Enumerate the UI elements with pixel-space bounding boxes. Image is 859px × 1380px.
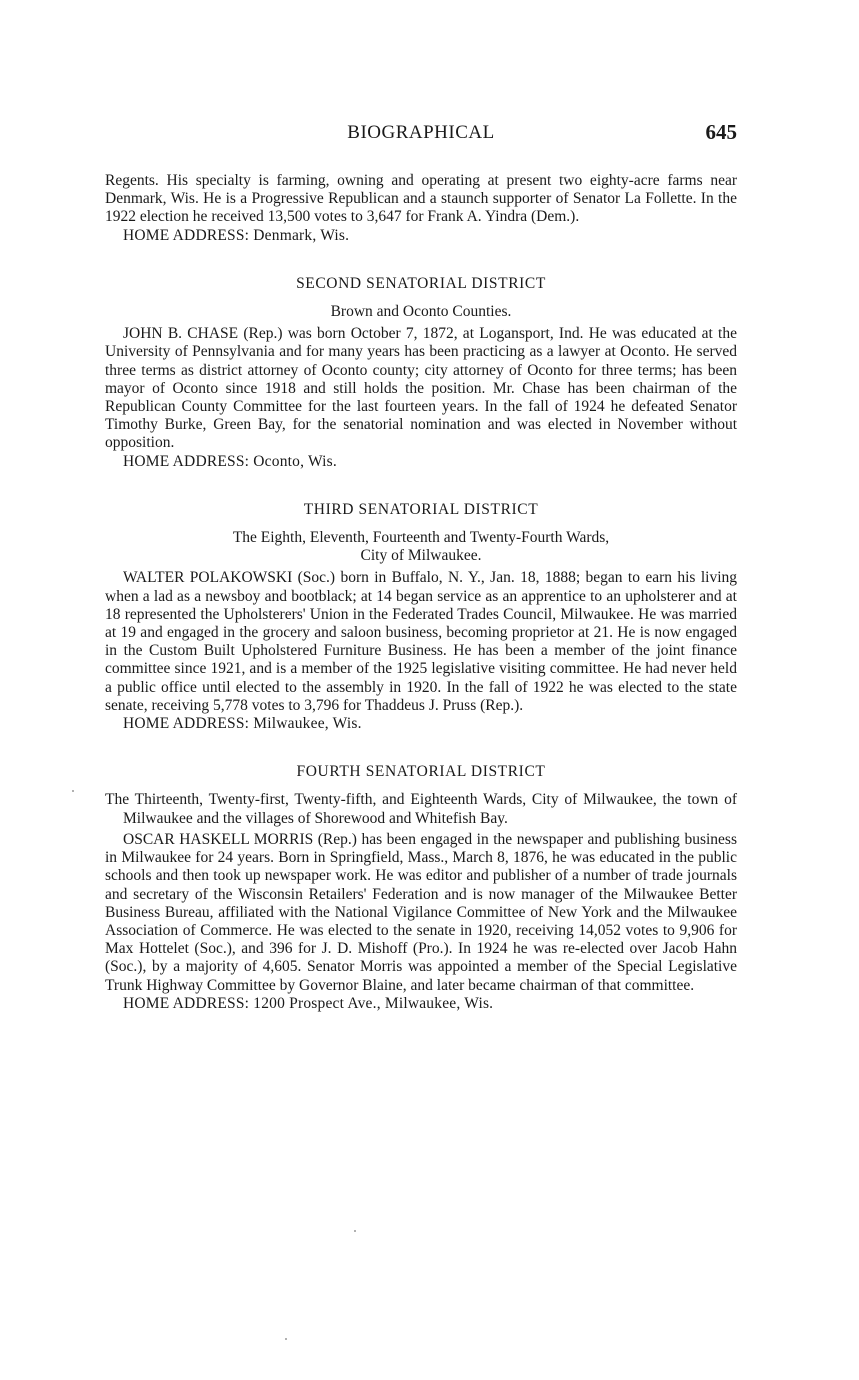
district-section-second bbox=[105, 275, 737, 471]
district-counties: The Thirteenth, Twenty-first, Twenty-fifth, and Eighteenth Wards, City of Milwaukee, the town of Milwaukee and the villages of Shorewood and Whitefish Bay. bbox=[105, 791, 737, 827]
district-counties-line2: City of Milwaukee. bbox=[360, 547, 482, 565]
biography-paragraph: JOHN B. CHASE (Rep.) was born October 7, 1872, at Logansport, Ind. He was educated at the University of Pennsylvania and for many years has been practicing as a lawyer at Oconto. He served three terms as district attorney of Oconto county; city attorney of Oconto for three terms; has been mayor of Oconto since 1918 and still holds the position. Mr. Chase has been chairman of the Republican County Committee for the last fourteen years. In the fall of 1924 he defeated Senator Timothy Burke, Green Bay, for the senatorial nomination and was elected in November without opposition. bbox=[105, 325, 737, 452]
district-section-third bbox=[105, 501, 737, 733]
district-heading: THIRD SENATORIAL DISTRICT bbox=[303, 500, 539, 518]
running-title: BIOGRAPHICAL bbox=[347, 122, 495, 143]
home-address: HOME ADDRESS: Denmark, Wis. bbox=[123, 226, 350, 244]
paper-speck bbox=[72, 790, 74, 792]
home-address: HOME ADDRESS: 1200 Prospect Ave., Milwaukee, Wis. bbox=[123, 994, 494, 1012]
paper-speck bbox=[285, 1338, 287, 1340]
page-header bbox=[105, 120, 737, 150]
continuation-paragraph: Regents. His specialty is farming, owning and operating at present two eighty-acre farms near Denmark, Wis. He is a Progressive Republican and a staunch supporter of Senator La Follette. In the 1922 election he received 13,500 votes to 3,647 for Frank A. Yindra (Dem.). bbox=[105, 172, 737, 226]
page-body bbox=[105, 172, 737, 1013]
home-address: HOME ADDRESS: Milwaukee, Wis. bbox=[123, 715, 362, 733]
district-section-fourth bbox=[105, 763, 737, 1013]
home-address: HOME ADDRESS: Oconto, Wis. bbox=[123, 452, 337, 470]
district-counties: Brown and Oconto Counties. bbox=[330, 303, 512, 321]
biography-paragraph: OSCAR HASKELL MORRIS (Rep.) has been engaged in the newspaper and publishing business in Milwaukee for 24 years. Born in Springfield, Mass., March 8, 1876, he was educated in the public schools and then took up newspaper work. He was editor and publisher of a number of trade journals and secretary of the Wisconsin Retailers' Federation and is now manager of the Milwaukee Better Business Bureau, affiliated with the National Vigilance Committee of New York and the Milwaukee Association of Commerce. He was elected to the senate in 1920, receiving 14,052 votes to 9,906 for Max Hottelet (Soc.), and 396 for J. D. Mishoff (Pro.). In 1924 he was re-elected over Jacob Hahn (Soc.), by a majority of 4,605. Senator Morris was appointed a member of the Special Legislative Trunk Highway Committee by Governor Blaine, and later became chairman of that committee. bbox=[105, 830, 737, 994]
page-number: 645 bbox=[705, 120, 737, 144]
paper-speck bbox=[354, 1230, 356, 1232]
district-heading: SECOND SENATORIAL DISTRICT bbox=[296, 274, 546, 292]
biography-paragraph: WALTER POLAKOWSKI (Soc.) born in Buffalo, N. Y., Jan. 18, 1888; began to earn his living when a lad as a newsboy and bootblack; at 14 began service as an apprentice to an upholsterer and at 18 represented the Upholsterers' Union in the Federated Trades Council, Milwaukee. He was married at 19 and engaged in the grocery and saloon business, becoming proprietor at 21. He is now engaged in the Custom Built Upholstered Furniture Business. He has been a member of the joint finance committee since 1921, and is a member of the 1925 legislative visiting committee. He had never held a public office until elected to the assembly in 1920. In the fall of 1922 he was elected to the state senate, receiving 5,778 votes to 3,796 for Thaddeus J. Pruss (Rep.). bbox=[105, 569, 737, 714]
district-heading: FOURTH SENATORIAL DISTRICT bbox=[296, 763, 546, 781]
district-counties: The Eighth, Eleventh, Fourteenth and Twenty-Fourth Wards, bbox=[232, 529, 610, 547]
